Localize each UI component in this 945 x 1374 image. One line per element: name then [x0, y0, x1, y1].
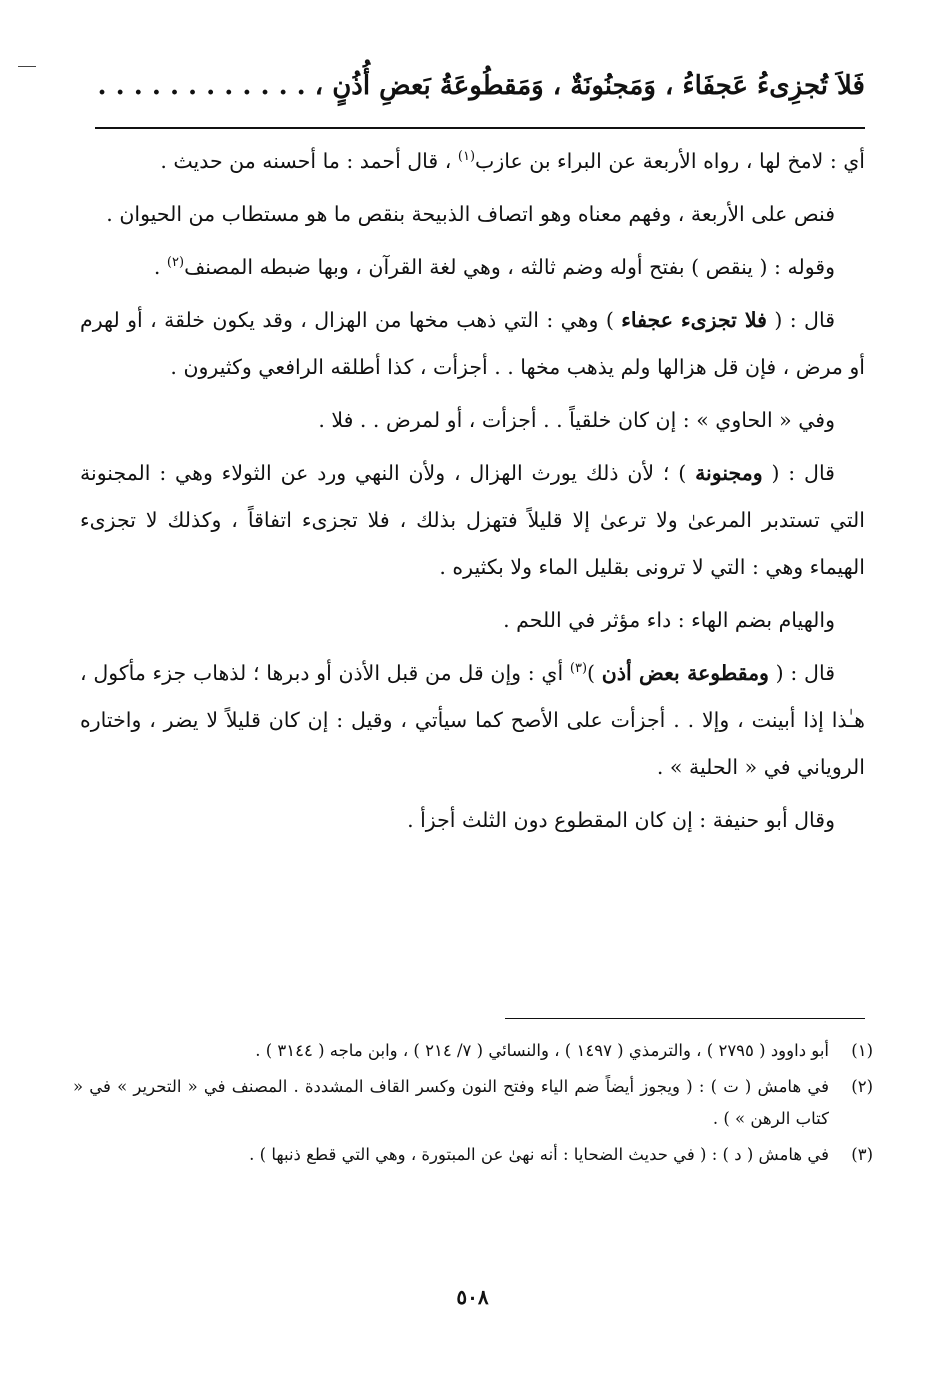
matn-header-verse: فَلاَ تُجزِىءُ عَجفَاءُ ، وَمَجنُونَةٌ ، وَمَقطُوعَةُ بَعضِ أُذُنٍ ، . . . . . . . . . . . . [97, 71, 865, 101]
header-divider [95, 127, 865, 129]
paragraph-9 [80, 797, 865, 844]
paragraph-text: أي : لامخ لها ، رواه الأربعة عن البراء بن عازب [475, 149, 865, 173]
footnote-number: (٣) [851, 1145, 873, 1164]
paragraph-3 [80, 244, 865, 291]
footnote-ref: (٣) [569, 661, 588, 677]
footnote-number: (٢) [851, 1077, 873, 1096]
footnote-1 [73, 1035, 873, 1067]
paragraph-6 [80, 450, 865, 591]
paragraph-text: ) [587, 661, 602, 685]
paragraph-text: ، قال أحمد : ما أحسنه من حديث . [160, 149, 458, 173]
paragraph-text: وقال أبو حنيفة : إن كان المقطوع دون الثلث أجزأ . [407, 808, 835, 832]
footnote-ref: (١) [457, 149, 476, 165]
matn-quote: فلا تجزىء عجفاء [621, 308, 767, 332]
paragraph-text: أي : وإن قل من قبل الأذن أو دبرها ؛ لذهاب جزء مأكول ، هـٰذا إذا أبينت ، وإلا . . أجزأت على الأصح كما سيأتي ، وقيل : إن كان قليلاً لا يضر ، واختاره الروياني في « الحلية » . [80, 661, 865, 779]
footnote-ref: (٢) [166, 255, 185, 271]
paragraph-4 [80, 297, 865, 391]
paragraph-text: قال : ( [762, 461, 835, 485]
paragraph-2 [80, 191, 865, 238]
paragraph-5 [80, 397, 865, 444]
paragraph-1 [80, 138, 865, 185]
footnote-3 [73, 1139, 873, 1171]
footnote-2 [73, 1071, 873, 1135]
paragraph-7 [80, 597, 865, 644]
paragraph-text: وقوله : ( ينقص ) بفتح أوله وضم ثالثه ، وهي لغة القرآن ، وبها ضبطه المصنف [184, 255, 835, 279]
footnote-text: في هامش ( د ) : ( في حديث الضحايا : أنه نهىٰ عن المبتورة ، وهي التي قطع ذنبها ) . [249, 1145, 829, 1164]
page-number: ٥٠٨ [456, 1285, 489, 1309]
paragraph-8 [80, 650, 865, 791]
paragraph-text: فنص على الأربعة ، وفهم معناه وهو اتصاف الذبيحة بنقص ما هو مستطاب من الحيوان . [106, 202, 835, 226]
matn-quote: ومجنونة [695, 461, 763, 485]
footnote-number: (١) [851, 1041, 873, 1060]
commentary-body [80, 138, 865, 850]
footnote-divider [505, 1018, 865, 1019]
margin-mark [18, 66, 36, 67]
paragraph-text: قال : ( [766, 308, 835, 332]
paragraph-text: ) وهي : التي ذهب مخها من الهزال ، وقد يكون خلقة ، أو لهرم أو مرض ، فإن قل هزالها ولم يذهب مخها . . أجزأت ، كذا أطلقه الرافعي وكثيرون . [80, 308, 865, 379]
footnote-text: أبو داوود ( ٢٧٩٥ ) ، والترمذي ( ١٤٩٧ ) ، والنسائي ( ٧/ ٢١٤ ) ، وابن ماجه ( ٣١٤٤ ) . [255, 1041, 829, 1060]
paragraph-text: والهيام بضم الهاء : داء مؤثر في اللحم . [503, 608, 835, 632]
matn-quote: ومقطوعة بعض أذن [601, 661, 769, 685]
footnotes [73, 1035, 873, 1175]
paragraph-text: قال : ( [768, 661, 835, 685]
paragraph-text: ) ؛ لأن ذلك يورث الهزال ، ولأن النهي ورد عن الثولاء وهي : المجنونة التي تستدبر المرعىٰ ولا ترعىٰ إلا قليلاً فتهزل بذلك ، فلا تجزىء اتفاقاً ، وكذلك لا تجزىء الهيماء وهي : التي لا ترونى بقليل الماء ولا بكثيره . [80, 461, 865, 579]
paragraph-text: . [153, 255, 167, 279]
footnote-text: في هامش ( ت ) : ( ويجوز أيضاً ضم الياء وفتح النون وكسر القاف المشددة . المصنف في « التحرير » في « كتاب الرهن » ) . [73, 1077, 829, 1128]
paragraph-text: وفي « الحاوي » : إن كان خلقياً . . أجزأت ، أو لمرض . . فلا . [318, 408, 835, 432]
